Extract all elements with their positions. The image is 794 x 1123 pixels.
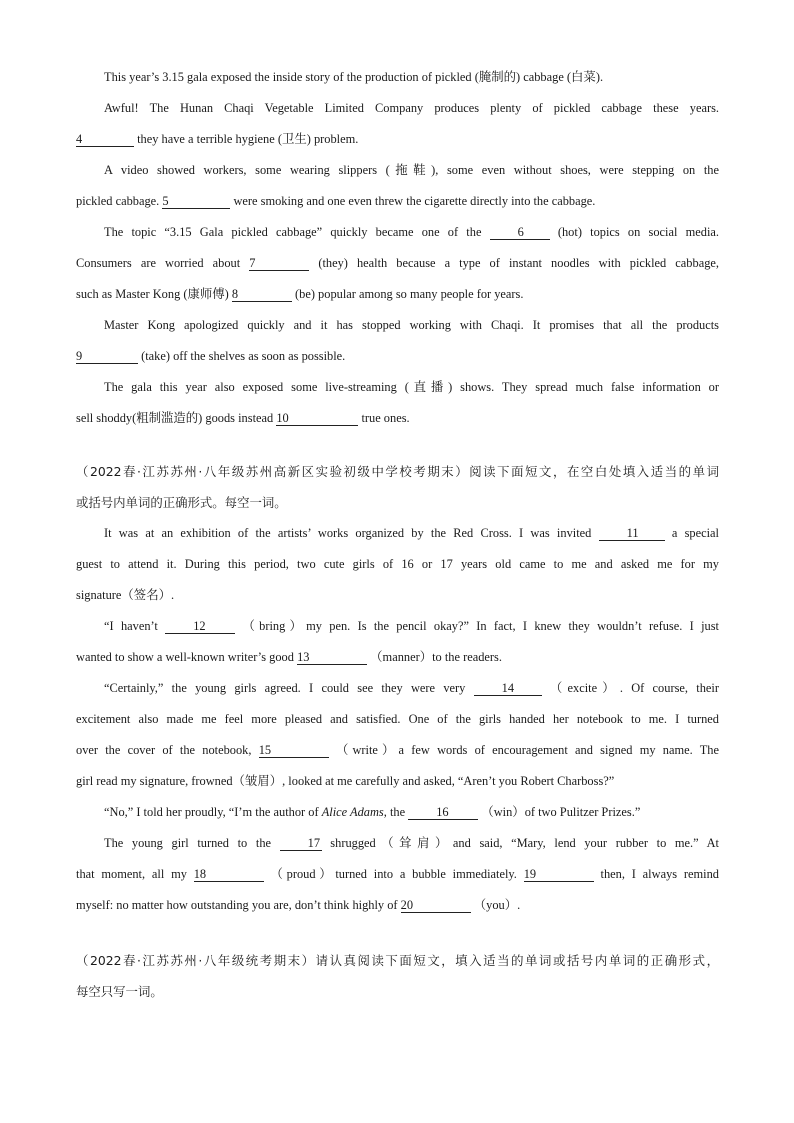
document-page [76, 62, 719, 1007]
text: then, I always remind [600, 867, 719, 881]
paragraph-line [76, 704, 719, 735]
text: excitement also made me feel more pleased and satisfied. One of the girls handed her notebook to me. I turned [76, 712, 719, 726]
text: (hot) topics on social media. [557, 225, 719, 239]
blank-8[interactable]: 8 [232, 287, 292, 302]
paragraph-line [76, 124, 719, 155]
blank-19[interactable]: 19 [524, 867, 594, 882]
section-instruction: （2022春·江苏苏州·八年级苏州高新区实验初级中学校考期末）阅读下面短文，在空白处填入适当的单词 [76, 464, 719, 479]
text: signature（签名）. [76, 588, 175, 602]
paragraph-line [76, 372, 719, 403]
text: Awful! The Hunan Chaqi Vegetable Limited Company produces plenty of pickled cabbage these years. [104, 101, 719, 115]
text: “Certainly,” the young girls agreed. I could see they were very [104, 681, 466, 695]
paragraph-line [76, 828, 719, 859]
blank-7[interactable]: 7 [249, 256, 309, 271]
paragraph-line [76, 248, 719, 279]
text: over the cover of the notebook, [76, 743, 252, 757]
text: （bring）my pen. Is the pencil okay?” In fact, I knew they wouldn’t refuse. I just [242, 619, 719, 633]
text: （manner）to the readers. [370, 650, 502, 664]
text: guest to attend it. During this period, two cute girls of 16 or 17 years old came to me and asked me for my [76, 557, 719, 571]
blank-9[interactable]: 9 [76, 349, 138, 364]
paragraph-line [76, 673, 719, 704]
blank-10[interactable]: 10 [276, 411, 358, 426]
paragraph-line [76, 310, 719, 341]
text: a special [671, 526, 719, 540]
blank-13[interactable]: 13 [297, 650, 367, 665]
paragraph-line [76, 797, 719, 828]
section-3-header [76, 945, 719, 1007]
passage-2 [76, 518, 719, 921]
paragraph-line [76, 186, 719, 217]
paragraph-line [76, 279, 719, 310]
paragraph-line [76, 341, 719, 372]
text: （write）a few words of encouragement and signed my name. The [335, 743, 719, 757]
text: “I haven’t [104, 619, 158, 633]
paragraph-line [76, 549, 719, 580]
paragraph-line [76, 518, 719, 549]
text: pickled cabbage. [76, 194, 160, 208]
text: that moment, all my [76, 867, 187, 881]
section-instruction: （2022春·江苏苏州·八年级统考期末）请认真阅读下面短文，填入适当的单词或括号内单词的正确形式， [76, 953, 719, 968]
text: （you）. [473, 898, 521, 912]
paragraph-line [76, 642, 719, 673]
text: (they) health because a type of instant noodles with pickled cabbage, [318, 256, 719, 270]
text: Master Kong apologized quickly and it has stopped working with Chaqi. It promises that all the products [104, 318, 719, 332]
blank-18[interactable]: 18 [194, 867, 264, 882]
blank-11[interactable]: 11 [599, 526, 665, 541]
text: such as Master Kong (康师傅) [76, 287, 229, 301]
text: wanted to show a well-known writer’s good [76, 650, 294, 664]
section-instruction: 或括号内单词的正确形式。每空一词。 [76, 495, 287, 510]
paragraph-line [76, 890, 719, 921]
paragraph-line [76, 93, 719, 124]
blank-15[interactable]: 15 [259, 743, 329, 758]
paragraph-line [76, 62, 719, 93]
text: myself: no matter how outstanding you are, don’t think highly of [76, 898, 398, 912]
text: true ones. [361, 411, 410, 425]
blank-6[interactable]: 6 [490, 225, 550, 240]
text: A video showed workers, some wearing slippers (拖鞋), some even without shoes, were stepping on the [104, 163, 719, 177]
blank-17[interactable]: 17 [280, 836, 322, 851]
text: It was at an exhibition of the artists’ works organized by the Red Cross. I was invited [104, 526, 592, 540]
text: were smoking and one even threw the cigarette directly into the cabbage. [233, 194, 596, 208]
text: Consumers are worried about [76, 256, 241, 270]
blank-5[interactable]: 5 [162, 194, 230, 209]
text: （excite）. Of course, their [549, 681, 719, 695]
paragraph-line [76, 766, 719, 797]
section-instruction: 每空只写一词。 [76, 984, 163, 999]
section-2-header [76, 456, 719, 518]
paragraph-line [76, 217, 719, 248]
text: This year’s 3.15 gala exposed the inside story of the production of pickled (腌制的) cabbage (白菜). [104, 70, 604, 84]
text: “No,” I told her proudly, “I’m the author of [104, 805, 319, 819]
text: The gala this year also exposed some live-streaming (直播) shows. They spread much false information or [104, 380, 719, 394]
blank-16[interactable]: 16 [408, 805, 478, 820]
blank-12[interactable]: 12 [165, 619, 235, 634]
text: （win）of two Pulitzer Prizes.” [481, 805, 641, 819]
book-title: Alice Adams [321, 805, 384, 819]
text: girl read my signature, frowned（皱眉）, looked at me carefully and asked, “Aren’t you Robert Charboss?” [76, 774, 615, 788]
text: , the [383, 805, 406, 819]
text: they have a terrible hygiene (卫生) problem. [137, 132, 359, 146]
paragraph-line [76, 403, 719, 434]
text: shrugged（耸肩）and said, “Mary, lend your rubber to me.” At [330, 836, 719, 850]
text: The topic “3.15 Gala pickled cabbage” quickly became one of the [104, 225, 482, 239]
paragraph-line [76, 735, 719, 766]
text: sell shoddy(粗制滥造的) goods instead [76, 411, 274, 425]
passage-1 [76, 62, 719, 434]
paragraph-line [76, 580, 719, 611]
paragraph-line [76, 155, 719, 186]
blank-14[interactable]: 14 [474, 681, 542, 696]
text: （proud）turned into a bubble immediately. [270, 867, 517, 881]
text: (be) popular among so many people for years. [295, 287, 524, 301]
blank-20[interactable]: 20 [401, 898, 471, 913]
text: The young girl turned to the [104, 836, 272, 850]
blank-4[interactable]: 4 [76, 132, 134, 147]
paragraph-line [76, 611, 719, 642]
paragraph-line [76, 859, 719, 890]
text: (take) off the shelves as soon as possible. [141, 349, 346, 363]
